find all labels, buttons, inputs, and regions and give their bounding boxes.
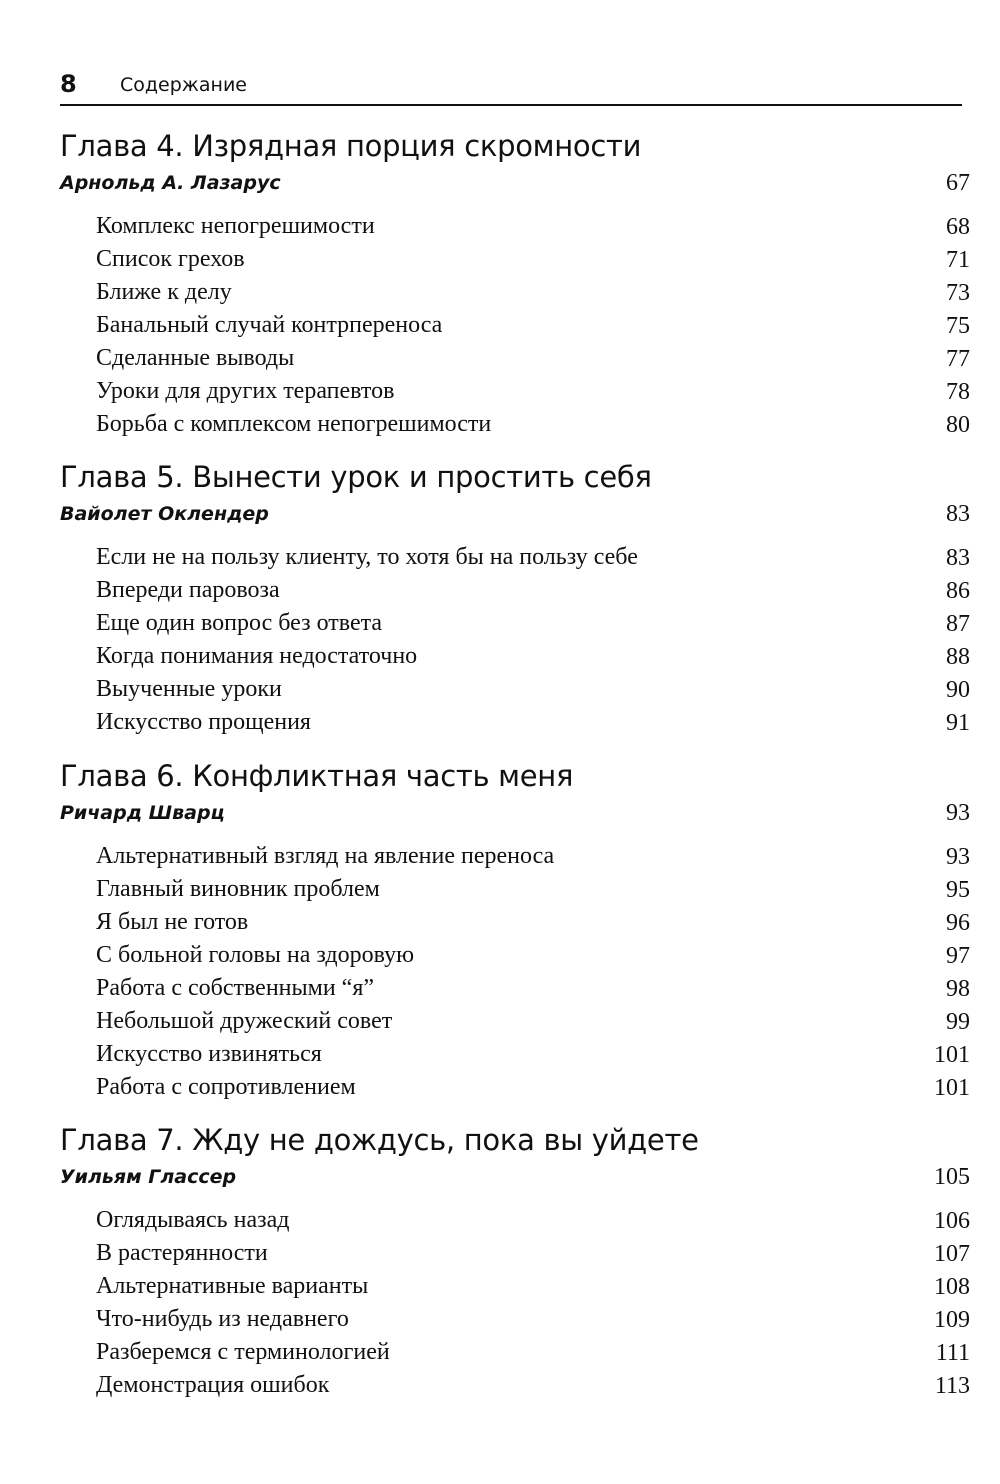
toc-entry-page: 88	[946, 644, 970, 670]
chapter-section	[60, 126, 970, 441]
toc-entry	[60, 574, 970, 607]
toc-entry-page: 77	[946, 346, 970, 372]
running-head: Содержание	[120, 74, 247, 96]
toc-entry-page: 80	[946, 412, 970, 438]
toc-entry-page: 101	[934, 1042, 970, 1068]
toc-entry-title: Выученные уроки	[96, 676, 282, 702]
toc-entry-page: 107	[934, 1241, 970, 1267]
toc-entry	[60, 1204, 970, 1237]
toc-entry	[60, 873, 970, 906]
toc-entry-title: Альтернативный взгляд на явление переноса	[96, 843, 555, 869]
toc-entry-page: 111	[935, 1340, 970, 1366]
toc-entry-title: Искусство извиняться	[96, 1041, 322, 1067]
toc-entry-title: Искусство прощения	[96, 709, 311, 735]
section-list	[60, 840, 970, 1104]
toc-entry	[60, 840, 970, 873]
toc-entry-title: Если не на пользу клиенту, то хотя бы на пользу себе	[96, 544, 638, 570]
toc-entry-page: 101	[934, 1075, 970, 1101]
toc-entry-title: Небольшой дружеский совет	[96, 1008, 393, 1034]
page-number: 8	[60, 70, 77, 98]
chapter-title: Глава 7. Жду не дождусь, пока вы уйдете	[60, 1123, 699, 1157]
toc-entry	[60, 309, 970, 342]
toc-entry	[60, 243, 970, 276]
toc-entry-title: Сделанные выводы	[96, 345, 295, 371]
toc-entry	[60, 607, 970, 640]
chapter-author: Уильям Глассер	[60, 1166, 237, 1188]
toc-entry	[60, 210, 970, 243]
chapter-author: Вайолет Оклендер	[60, 503, 269, 525]
toc-entry	[60, 408, 970, 441]
toc-entry-page: 95	[946, 877, 970, 903]
toc-entry-title: Оглядываясь назад	[96, 1207, 290, 1233]
toc-entry	[60, 972, 970, 1005]
toc-entry-page: 68	[946, 214, 970, 240]
toc-entry-title: Впереди паровоза	[96, 577, 280, 603]
chapter-page-number: 93	[946, 800, 970, 826]
toc-entry	[60, 939, 970, 972]
toc-entry-title: Работа с собственными “я”	[96, 975, 375, 1001]
toc-entry-title: Что-нибудь из недавнего	[96, 1306, 349, 1332]
toc-entry	[60, 673, 970, 706]
toc-entry	[60, 906, 970, 939]
toc-entry	[60, 1038, 970, 1071]
chapter-title: Глава 6. Конфликтная часть меня	[60, 759, 574, 793]
toc-entry	[60, 1237, 970, 1270]
toc-entry-page: 73	[946, 280, 970, 306]
toc-entry-page: 93	[946, 844, 970, 870]
toc-entry	[60, 541, 970, 574]
toc-entry-page: 87	[946, 611, 970, 637]
toc-entry-page: 98	[946, 976, 970, 1002]
toc-entry-page: 83	[946, 545, 970, 571]
toc-entry-title: Комплекс непогрешимости	[96, 213, 375, 239]
toc-entry	[60, 1336, 970, 1369]
toc-entry-title: Банальный случай контрпереноса	[96, 312, 443, 338]
toc-entry	[60, 1270, 970, 1303]
toc-entry-title: Главный виновник проблем	[96, 876, 380, 902]
toc-entry-page: 90	[946, 677, 970, 703]
toc-entry	[60, 706, 970, 739]
toc-entry	[60, 276, 970, 309]
toc-entry-page: 71	[946, 247, 970, 273]
toc-entry-title: Я был не готов	[96, 909, 249, 935]
chapter-author-row	[60, 497, 970, 531]
toc-entry-page: 75	[946, 313, 970, 339]
chapter-author-row	[60, 796, 970, 830]
section-list	[60, 210, 970, 441]
toc-entry	[60, 342, 970, 375]
section-list	[60, 1204, 970, 1402]
toc-entry-title: Разберемся с терминологией	[96, 1339, 390, 1365]
chapter-author-row	[60, 1160, 970, 1194]
toc-entry-page: 109	[934, 1307, 970, 1333]
toc-entry	[60, 1005, 970, 1038]
chapter-section	[60, 756, 970, 1104]
toc-entry-title: Борьба с комплексом непогрешимости	[96, 411, 492, 437]
chapter-author: Ричард Шварц	[60, 802, 225, 824]
page-header	[60, 70, 962, 106]
toc-entry	[60, 1369, 970, 1402]
chapter-section	[60, 457, 970, 739]
toc-entry-page: 99	[946, 1009, 970, 1035]
toc-entry-page: 106	[934, 1208, 970, 1234]
toc-entry-title: Когда понимания недостаточно	[96, 643, 418, 669]
toc-entry-title: В растерянности	[96, 1240, 268, 1266]
toc-entry-title: С больной головы на здоровую	[96, 942, 415, 968]
chapter-title: Глава 5. Вынести урок и простить себя	[60, 460, 652, 494]
toc-entry	[60, 375, 970, 408]
chapter-author-row	[60, 166, 970, 200]
section-list	[60, 541, 970, 739]
chapter-author: Арнольд А. Лазарус	[60, 172, 281, 194]
toc-entry-page: 108	[934, 1274, 970, 1300]
toc-entry-title: Список грехов	[96, 246, 245, 272]
chapter-title: Глава 4. Изрядная порция скромности	[60, 129, 642, 163]
toc-entry-title: Уроки для других терапевтов	[96, 378, 395, 404]
toc-entry-page: 86	[946, 578, 970, 604]
toc-entry-page: 97	[946, 943, 970, 969]
chapter-page-number: 105	[934, 1164, 970, 1190]
toc-entry-page: 78	[946, 379, 970, 405]
toc-entry-page: 113	[934, 1373, 970, 1399]
toc-entry-page: 91	[946, 710, 970, 736]
toc-entry-title: Альтернативные варианты	[96, 1273, 369, 1299]
chapter-page-number: 83	[946, 501, 970, 527]
toc-entry	[60, 1071, 970, 1104]
toc-entry-title: Еще один вопрос без ответа	[96, 610, 383, 636]
chapter-page-number: 67	[946, 170, 970, 196]
toc-entry-title: Ближе к делу	[96, 279, 232, 305]
chapter-section	[60, 1120, 970, 1402]
toc-entry-title: Работа с сопротивлением	[96, 1074, 356, 1100]
toc-entry-page: 96	[946, 910, 970, 936]
toc-entry-title: Демонстрация ошибок	[96, 1372, 330, 1398]
toc-entry	[60, 1303, 970, 1336]
toc-entry	[60, 640, 970, 673]
